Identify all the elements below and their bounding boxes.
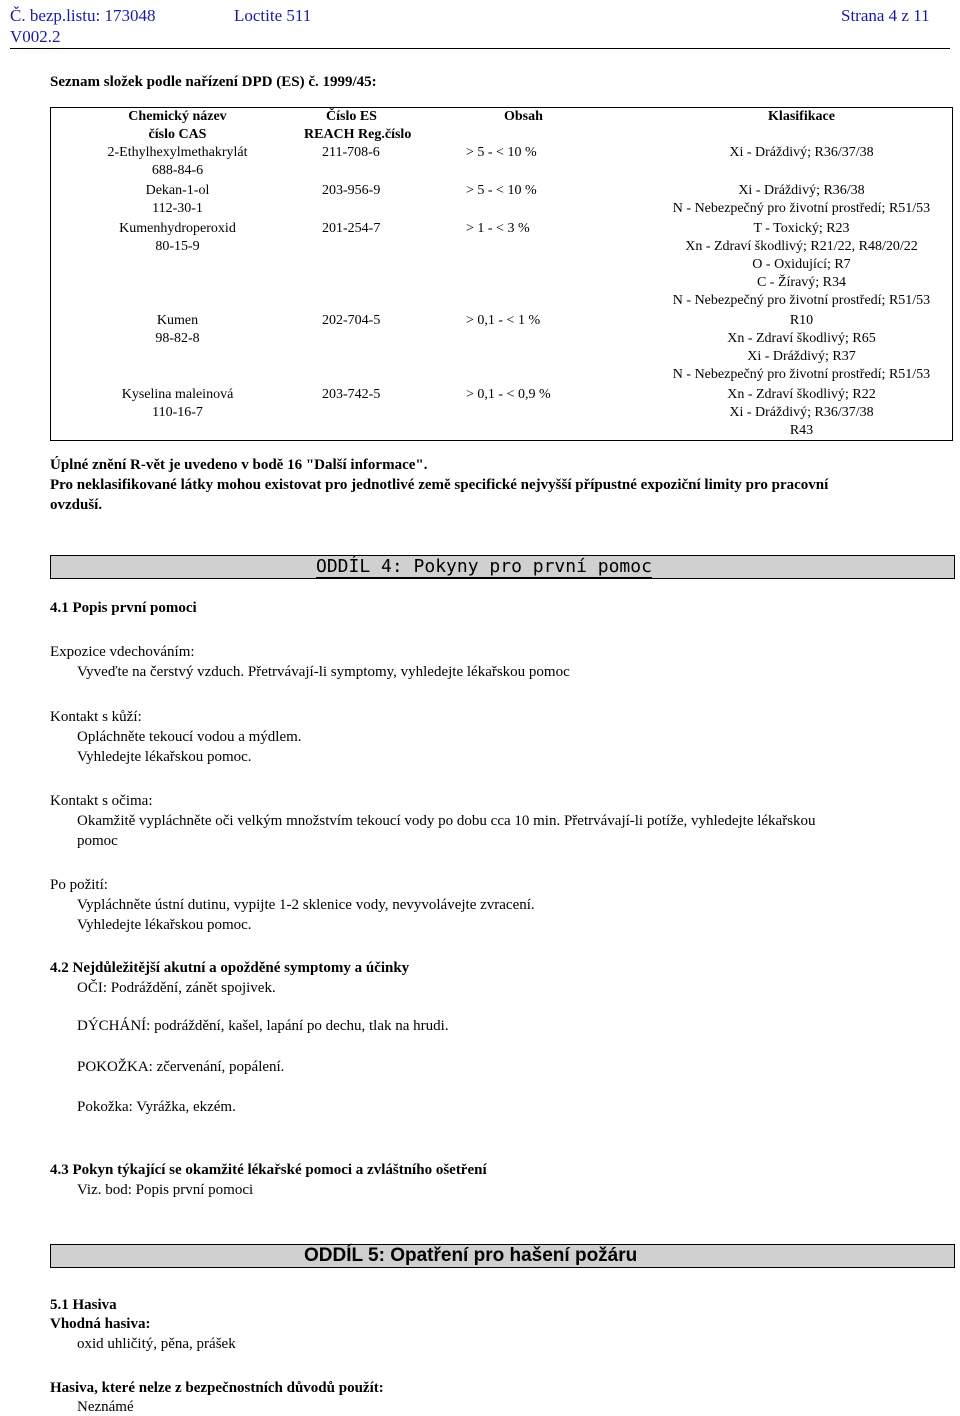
cell-chemical-name <box>51 312 305 386</box>
cell-chemical-name <box>51 182 305 220</box>
cell-content: > 5 - < 10 % <box>466 145 537 160</box>
classification-line: C - Žíravý; R34 <box>756 275 847 290</box>
unsuitable-media-text: Neznámé <box>77 1399 134 1415</box>
cas-number: 688-84-6 <box>151 163 204 178</box>
chemical-name: Kumenhydroperoxid <box>119 221 236 236</box>
classification-line: Xn - Zdraví škodlivý; R21/22, R48/20/22 <box>685 239 918 254</box>
version: V002.2 <box>10 27 61 46</box>
cell-content: > 0,1 - < 0,9 % <box>466 387 551 402</box>
classification-line: R43 <box>789 423 814 438</box>
note-limits-line2: ovzduší. <box>50 497 103 513</box>
symptom-breathing: DÝCHÁNÍ: podráždění, kašel, lapání po dechu, tlak na hrudi. <box>77 1018 449 1034</box>
cell-classification <box>651 220 953 312</box>
cell-classification <box>651 386 953 441</box>
suitable-media-label: Vhodná hasiva: <box>50 1316 151 1332</box>
cell-content: > 1 - < 3 % <box>466 221 530 236</box>
cas-number: 98-82-8 <box>155 331 200 346</box>
cas-number: 110-16-7 <box>152 405 203 420</box>
ingestion-text-1: Vypláchněte ústní dutinu, vypijte 1-2 sklenice vody, nevyvolávejte zvracení. <box>77 897 535 913</box>
symptom-skin: POKOŽKA: zčervenání, popálení. <box>77 1059 285 1075</box>
table-row <box>51 386 953 441</box>
classification-line: Xi - Dráždivý; R36/37/38 <box>729 145 874 160</box>
section5-title: ODDÍL 5: Opatření pro hašení požáru <box>304 1245 638 1266</box>
symptom-rash: Pokožka: Vyrážka, ekzém. <box>77 1099 236 1115</box>
composition-table <box>50 107 953 441</box>
header-rule <box>10 48 950 49</box>
ingestion-label: Po požití: <box>50 877 108 893</box>
composition-title: Seznam složek podle nařízení DPD (ES) č. 1999/45: <box>50 74 377 90</box>
chemical-name: Kumen <box>156 313 199 328</box>
cell-es-number: 203-956-9 <box>322 183 381 198</box>
page-number: Strana 4 z 11 <box>841 6 930 25</box>
table-header-row <box>51 108 953 145</box>
table-row <box>51 144 953 182</box>
cell-classification <box>651 144 953 182</box>
inhalation-text: Vyveďte na čerstvý vzduch. Přetrvávají-li symptomy, vyhledejte lékařskou pomoc <box>77 664 570 680</box>
classification-line: N - Nebezpečný pro životní prostředí; R51/53 <box>672 201 931 216</box>
ingestion-text-2: Vyhledejte lékařskou pomoc. <box>77 917 252 933</box>
sheet-number: Č. bezp.listu: 173048 <box>10 6 156 25</box>
symptom-eyes: OČI: Podráždění, zánět spojivek. <box>77 980 276 996</box>
suitable-media-text: oxid uhličitý, pěna, prášek <box>77 1336 236 1352</box>
classification-line: Xi - Dráždivý; R36/38 <box>738 183 865 198</box>
cell-es-number: 203-742-5 <box>322 387 381 402</box>
cell-classification <box>651 182 953 220</box>
cell-chemical-name <box>51 220 305 312</box>
inhalation-label: Expozice vdechováním: <box>50 644 195 660</box>
cell-content: > 5 - < 10 % <box>466 183 537 198</box>
cell-chemical-name <box>51 386 305 441</box>
cell-content: > 0,1 - < 1 % <box>466 313 541 328</box>
classification-line: O - Oxidující; R7 <box>752 257 851 272</box>
skin-text-2: Vyhledejte lékařskou pomoc. <box>77 749 252 765</box>
chemical-name: Dekan-1-ol <box>145 183 210 198</box>
table-row <box>51 312 953 386</box>
classification-line: T - Toxický; R23 <box>753 221 850 236</box>
section4-1-heading: 4.1 Popis první pomoci <box>50 600 197 616</box>
chemical-name: 2-Ethylhexylmethakrylát <box>107 145 248 160</box>
cell-chemical-name <box>51 144 305 182</box>
eye-label: Kontakt s očima: <box>50 793 153 809</box>
skin-label: Kontakt s kůží: <box>50 709 142 725</box>
classification-line: Xi - Dráždivý; R36/37/38 <box>729 405 874 420</box>
note-r-phrases: Úplné znění R-vět je uvedeno v bodě 16 "Další informace". <box>50 457 428 473</box>
cell-classification <box>651 312 953 386</box>
classification-line: Xn - Zdraví škodlivý; R65 <box>727 331 876 346</box>
eye-text-1: Okamžitě vypláchněte oči velkým množstvím tekoucí vody po dobu cca 10 min. Přetrvávají-li potíže, vyhledejte lékařskou <box>77 813 816 829</box>
eye-text-2: pomoc <box>77 833 118 849</box>
note-limits-line1: Pro neklasifikované látky mohou existovat pro jednotlivé země specifické nejvyšší přípustné expoziční limity pro pracovní <box>50 477 829 493</box>
classification-line: N - Nebezpečný pro životní prostředí; R51/53 <box>672 293 931 308</box>
cell-es-number: 211-708-6 <box>322 145 380 160</box>
section4-2-heading: 4.2 Nejdůležitější akutní a opožděné symptomy a účinky <box>50 960 410 976</box>
chemical-name: Kyselina maleinová <box>121 387 234 402</box>
col-header-content: Obsah <box>504 109 543 124</box>
classification-line: Xn - Zdraví škodlivý; R22 <box>727 387 876 402</box>
col-header-es: Číslo ES REACH Reg.číslo <box>304 109 412 142</box>
col-header-name: Chemický název číslo CAS <box>128 109 227 142</box>
classification-line: N - Nebezpečný pro životní prostředí; R51/53 <box>672 367 931 382</box>
classification-line: Xi - Dráždivý; R37 <box>747 349 856 364</box>
product-name: Loctite 511 <box>234 6 312 25</box>
cas-number: 80-15-9 <box>155 239 200 254</box>
section4-title: ODDÍL 4: Pokyny pro první pomoc <box>316 556 652 577</box>
section5-1-heading: 5.1 Hasiva <box>50 1297 117 1313</box>
classification-line: R10 <box>789 313 814 328</box>
unsuitable-media-label: Hasiva, které nelze z bezpečnostních důvodů použít: <box>50 1380 384 1396</box>
cell-es-number: 201-254-7 <box>322 221 381 236</box>
cas-number: 112-30-1 <box>152 201 203 216</box>
cell-es-number: 202-704-5 <box>322 313 381 328</box>
skin-text-1: Opláchněte tekoucí vodou a mýdlem. <box>77 729 302 745</box>
table-row <box>51 182 953 220</box>
section4-3-heading: 4.3 Pokyn týkající se okamžité lékařské pomoci a zvláštního ošetření <box>50 1162 487 1178</box>
col-header-class: Klasifikace <box>768 109 835 124</box>
table-row <box>51 220 953 312</box>
section4-3-text: Viz. bod: Popis první pomoci <box>77 1182 254 1198</box>
